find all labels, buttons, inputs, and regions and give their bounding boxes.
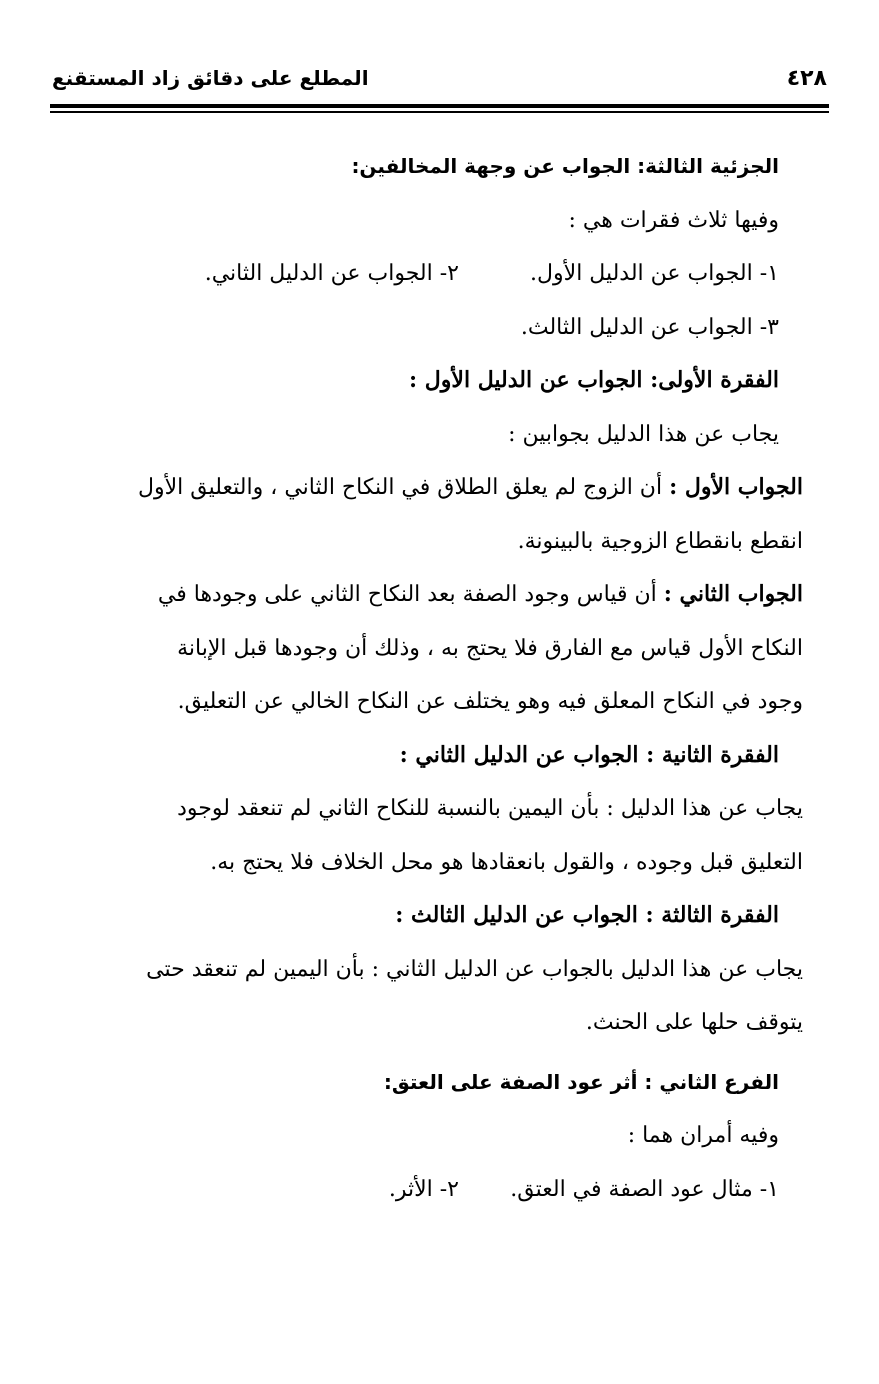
answer-1-text-1: أن الزوج لم يعلق الطلاق في النكاح الثاني ، والتعليق الأول: [138, 475, 663, 500]
branch-heading: الفرع الثاني : أثر عود الصفة على العتق:: [383, 1069, 779, 1094]
answer-2-line-3: وجود في النكاح المعلق فيه وهو يختلف عن النكاح الخالي عن التعليق.: [177, 689, 803, 714]
branch-intro: وفيه أمران هما :: [627, 1123, 779, 1148]
running-title: المطلع على دقائق زاد المستقنع: [52, 66, 369, 90]
answer-1-line-1: [58, 461, 803, 515]
answer-2-text-1: أن قياس وجود الصفة بعد النكاح الثاني على وجودها في: [157, 582, 657, 607]
answer-2-line-1: [58, 568, 803, 622]
list-item-2: ٢- الجواب عن الدليل الثاني.: [204, 261, 459, 286]
paragraph-3-line-1: يجاب عن هذا الدليل بالجواب عن الدليل الثاني : بأن اليمين لم تنعقد حتى: [146, 956, 803, 982]
branch-item-1: ١- مثال عود الصفة في العتق.: [510, 1176, 779, 1202]
list-item-1: ١- الجواب عن الدليل الأول.: [530, 261, 779, 286]
list-row-1: [58, 247, 779, 301]
answer-1-label: الجواب الأول :: [669, 474, 803, 500]
answer-2-line-2: النكاح الأول قياس مع الفارق فلا يحتج به ، وذلك أن وجودها قبل الإبانة: [177, 635, 803, 661]
paragraph-2-line-2: التعليق قبل وجوده ، والقول بانعقادها هو محل الخلاف فلا يحتج به.: [210, 849, 803, 875]
paragraph-3-line-2: يتوقف حلها على الحنث.: [585, 1010, 803, 1035]
header-rule-thin: [50, 111, 829, 113]
paragraph-1-heading: الفقرة الأولى: الجواب عن الدليل الأول :: [409, 367, 779, 393]
page-header: [52, 60, 827, 100]
section-heading: الجزئية الثالثة: الجواب عن وجهة المخالفين:: [351, 154, 779, 178]
answer-1-line-2: انقطع بانقطاع الزوجية بالبينونة.: [517, 528, 803, 554]
paragraph-1-intro: يجاب عن هذا الدليل بجوابين :: [508, 421, 779, 447]
list-item-3: ٣- الجواب عن الدليل الثالث.: [520, 314, 779, 340]
page-number: ٤٢٨: [786, 66, 827, 91]
paragraph-2-heading: الفقرة الثانية : الجواب عن الدليل الثاني :: [399, 741, 779, 768]
branch-item-2: ٢- الأثر.: [388, 1176, 459, 1202]
header-rule-thick: [50, 104, 829, 108]
paragraph-2-line-1: يجاب عن هذا الدليل : بأن اليمين بالنسبة للنكاح الثاني لم تنعقد لوجود: [177, 796, 803, 821]
page-body: [58, 140, 803, 1216]
answer-2-label: الجواب الثاني :: [663, 581, 803, 607]
paragraph-3-heading: الفقرة الثالثة : الجواب عن الدليل الثالث :: [395, 902, 779, 928]
branch-list-row: [58, 1163, 779, 1217]
section-intro: وفيها ثلاث فقرات هي :: [568, 207, 779, 233]
